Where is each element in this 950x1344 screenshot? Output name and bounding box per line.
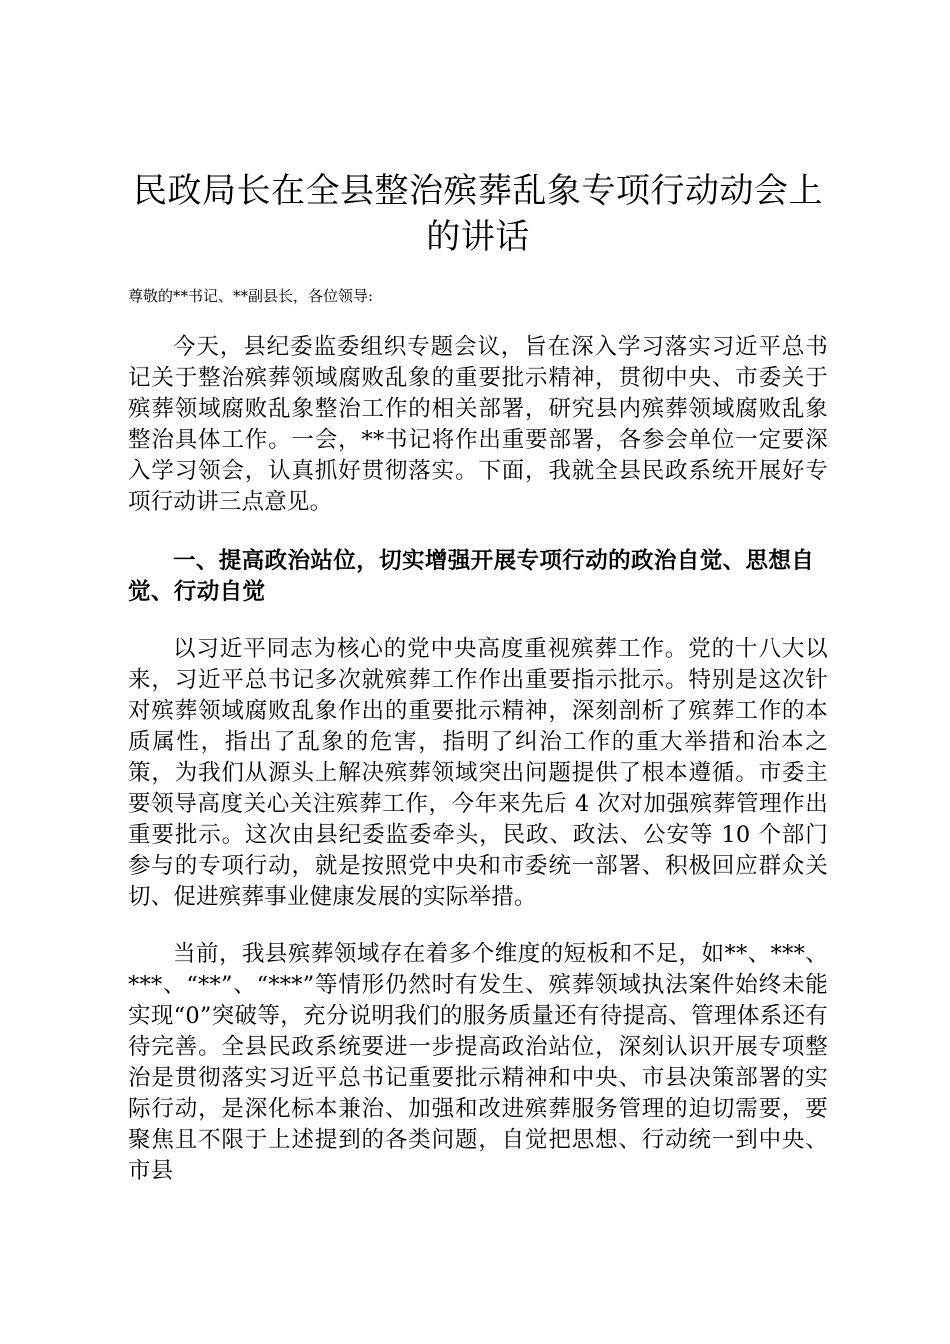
paragraph-intro: 今天，县纪委监委组织专题会议，旨在深入学习落实习近平总书记关于整治殡葬领域腐败乱象的重要批示精神，贯彻中央、市委关于殡葬领域腐败乱象整治工作的相关部署，研究县内殡葬领域腐败乱象整治具体工作。一会，**书记将作出重要部署，各参会单位一定要深入学习领会，认真抓好贯彻落实。下面，我就全县民政系统开展好专项行动讲三点意见。	[128, 334, 828, 515]
salutation: 尊敬的**书记、**副县长，各位领导:	[128, 287, 374, 305]
paragraph-section-1-body: 以习近平同志为核心的党中央高度重视殡葬工作。党的十八大以来，习近平总书记多次就殡葬工作作出重要指示批示。特别是这次针对殡葬领域腐败乱象作出的重要批示精神，深刻剖析了殡葬工作的本质属性，指出了乱象的危害，指明了纠治工作的重大举措和治本之策，为我们从源头上解决殡葬领域突出问题提供了根本遵循。市委主要领导高度关心关注殡葬工作，今年来先后 4 次对加强殡葬管理作出重要批示。这次由县纪委监委牵头，民政、政法、公安等 10 个部门参与的专项行动，就是按照党中央和市委统一部署、积极回应群众关切、促进殡葬事业健康发展的实际举措。	[128, 636, 828, 910]
section-heading-1: 一、提高政治站位，切实增强开展专项行动的政治自觉、思想自觉、行动自觉	[128, 548, 815, 605]
document-title: 民政局长在全县整治殡葬乱象专项行动动会上的讲话	[133, 171, 823, 257]
document-page	[128, 168, 828, 1187]
paragraph-current-situation: 当前，我县殡葬领域存在着多个维度的短板和不足，如**、***、***、“**”、“***”等情形仍然时有发生、殡葬领域执法案件始终未能实现“0”突破等，充分说明我们的服务质量还有待提高、管理体系还有待完善。全县民政系统要进一步提高政治站位，深刻认识开展专项整治是贯彻落实习近平总书记重要批示精神和中央、市县决策部署的实际行动，是深化标本兼治、加强和改进殡葬服务管理的迫切需要，要聚焦且不限于上述提到的各类问题，自觉把思想、行动统一到中央、市县	[128, 941, 828, 1184]
